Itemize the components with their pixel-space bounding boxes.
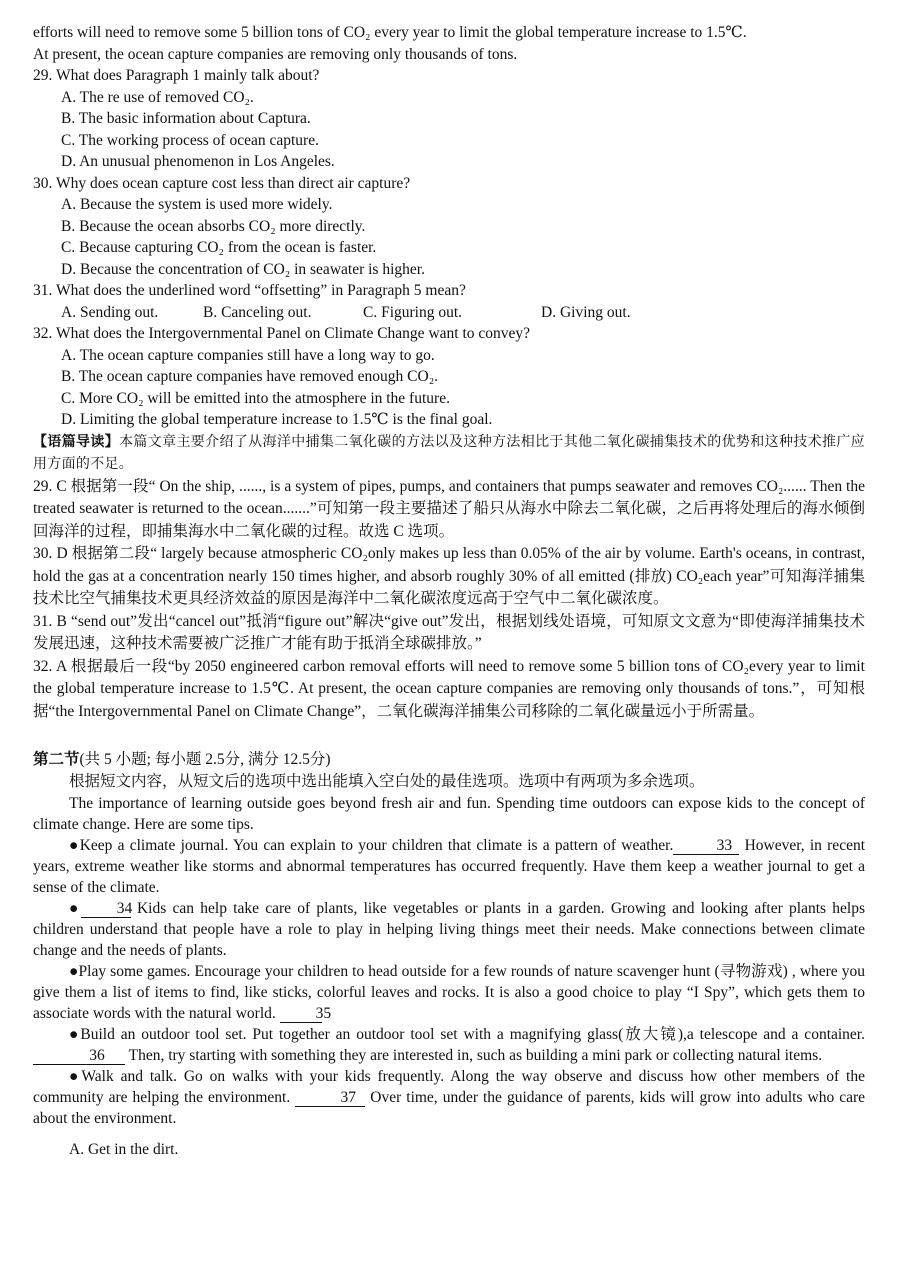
question-stem: 31. What does the underlined word “offsetting” in Paragraph 5 mean?	[33, 282, 466, 299]
answer-explanation: 32. A 根据最后一段“by 2050 engineered carbon removal efforts will need to remove some 5 billion tons of CO₂every year to limit the global temperature increase to 1.5℃. At present, the ocean capture companies are removing only thousands of tons.”，可知根据“the Intergovernmental Panel on Climate Change”，二氧化碳海洋捕集公司移除的二氧化碳量远小于所需量。	[33, 657, 865, 720]
passage-tip: ● 34 Kids can help take care of plants, like vegetables or plants in a garden. Growing and looking after plants helps children understand that people have a role to play in helping living things meet their needs. Make connections between climate change and the needs of plants.	[33, 899, 865, 959]
guide-label: 【语篇导读】	[33, 433, 120, 450]
blank-35[interactable]: 35	[280, 1005, 322, 1023]
passage-tip: ●Walk and talk. Go on walks with your kids frequently. Along the way observe and discuss how other members of the community are helping the environment. 37 Over time, under the guidance of parents, kids will grow into adults who care about the environment.	[33, 1067, 866, 1127]
blank-33[interactable]: 33	[673, 837, 739, 855]
option: A. The re use of removed CO₂.	[61, 88, 254, 106]
options-row	[33, 302, 865, 324]
option: D. Limiting the global temperature increase to 1.5℃ is the final goal.	[61, 411, 493, 428]
answer-explanation: 30. D 根据第二段“ largely because atmospheric CO₂only makes up less than 0.05% of the air by volume. Earth's oceans, in contrast, hold the gas at a concentration nearly 150 times higher, and absorb roughly 30% of all emitted (排放) CO₂each year”可知海洋捕集技术比空气捕集技术更具经济效益的原因是海洋中二氧化碳浓度远高于空气中二氧化碳浓度。	[33, 545, 865, 607]
intro-line: efforts will need to remove some 5 billion tons of CO₂ every year to limit the global temperature increase to 1.5℃.	[33, 24, 747, 41]
blank-34[interactable]: 34	[81, 900, 131, 918]
section-title-detail: (共 5 小题; 每小题 2.5分, 满分 12.5分)	[79, 751, 331, 768]
option: D. Because the concentration of CO₂ in seawater is higher.	[61, 260, 425, 278]
section-instruction: 根据短文内容，从短文后的选项中选出能填入空白处的最佳选项。选项中有两项为多余选项。	[69, 773, 705, 790]
option: B. The ocean capture companies have removed enough CO₂.	[61, 368, 438, 385]
document-page	[33, 22, 865, 1160]
option: C. Figuring out.	[363, 303, 463, 321]
intro-line: At present, the ocean capture companies are removing only thousands of tons.	[33, 45, 518, 63]
reading-guide	[33, 431, 865, 476]
option: B. The basic information about Captura.	[61, 110, 311, 127]
option: C. Because capturing CO₂ from the ocean is faster.	[61, 239, 377, 256]
passage-tip: ●Keep a climate journal. You can explain to your children that climate is a pattern of weather. 33 However, in recent years, extreme weather like storms and abnormal temperatures has occurred frequently. Have them keep a weather journal to get a sense of the climate.	[33, 836, 866, 896]
blank-36[interactable]: 36	[33, 1047, 125, 1065]
option: A. The ocean capture companies still have a long way to go.	[61, 346, 435, 364]
option: C. More CO₂ will be emitted into the atmosphere in the future.	[61, 389, 450, 407]
blank-37[interactable]: 37	[295, 1089, 365, 1107]
section-title-label: 第二节	[33, 751, 80, 768]
section-title	[33, 749, 865, 771]
option: A. Because the system is used more widely.	[61, 196, 333, 213]
question-stem: 32. What does the Intergovernmental Panel on Climate Change want to convey?	[33, 325, 531, 342]
option: A. Sending out.	[61, 303, 159, 321]
question-stem: 30. Why does ocean capture cost less than direct air capture?	[33, 174, 411, 192]
answer-explanation: 31. B “send out”发出“cancel out”抵消“figure out”解决“give out”发出，根据划线处语境，可知原文文意为“即使海洋捕集技术发展迅速，这种技术需要被广泛推广才能有助于抵消全球碳排放。”	[33, 612, 865, 652]
question-stem: 29. What does Paragraph 1 mainly talk about?	[33, 67, 320, 84]
option: B. Because the ocean absorbs CO₂ more directly.	[61, 217, 366, 235]
option: C. The working process of ocean capture.	[61, 131, 319, 149]
option: D. An unusual phenomenon in Los Angeles.	[61, 153, 335, 170]
passage-intro: The importance of learning outside goes beyond fresh air and fun. Spending time outdoors can expose kids to the concept of climate change. Here are some tips.	[33, 794, 865, 833]
passage-tip: ●Play some games. Encourage your children to head outside for a few rounds of nature scavenger hunt (寻物游戏) , where you give them a list of items to find, like sticks, colorful leaves and rocks. It is also a good choice to play “I Spy”, which gets them to associate words with the natural world. 35	[33, 962, 865, 1022]
answer-option: A. Get in the dirt.	[69, 1140, 179, 1158]
option: B. Canceling out.	[203, 303, 312, 321]
answer-explanation: 29. C 根据第一段“ On the ship, ......, is a system of pipes, pumps, and containers that pumps seawater and removes CO₂...... Then the treated seawater is returned to the ocean.......”可知第一段主要描述了船只从海水中除去二氧化碳，之后再将处理后的海水倾倒回海洋的过程，即捕集海水中二氧化碳的过程。故选 C 选项。	[33, 477, 865, 540]
option: D. Giving out.	[541, 303, 631, 321]
guide-text: 本篇文章主要介绍了从海洋中捕集二氧化碳的方法以及这种方法相比于其他二氧化碳捕集技术的优势和这种技术推广应用方面的不足。	[33, 433, 865, 472]
passage-tip: ●Build an outdoor tool set. Put together an outdoor tool set with a magnifying glass(放大镜),a telescope and a container. 36 Then, try starting with something they are interested in, such as building a mini park or collecting natural items.	[33, 1024, 865, 1066]
